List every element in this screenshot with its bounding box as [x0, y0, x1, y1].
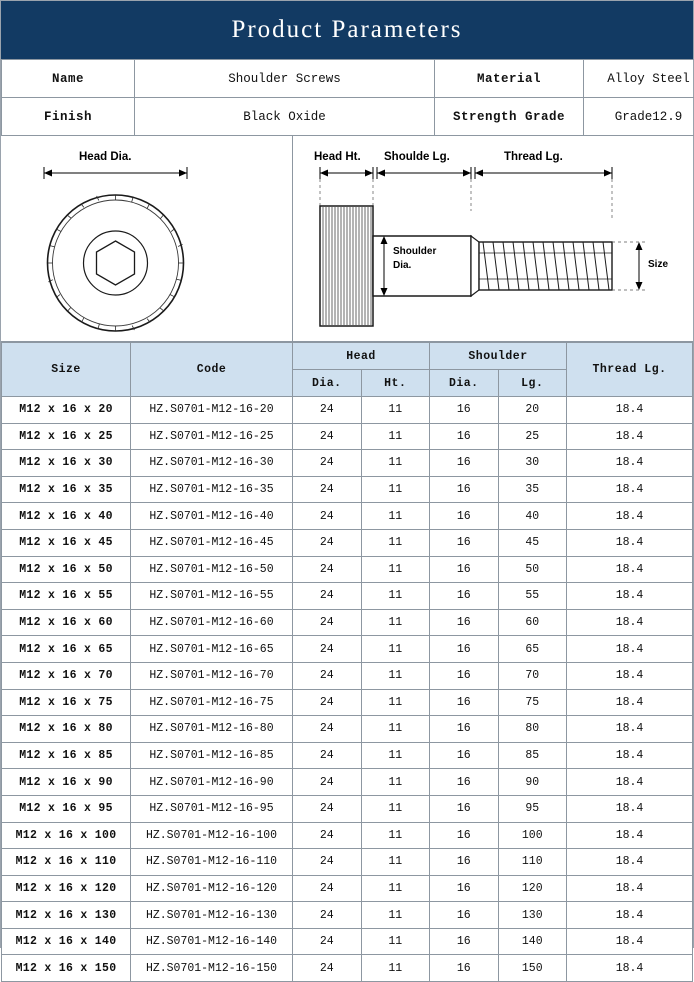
cell-head-dia: 24	[293, 742, 362, 769]
cell-size: M12 x 16 x 90	[2, 769, 131, 796]
cell-shoulder-lg: 25	[498, 423, 567, 450]
cell-code: HZ.S0701-M12-16-100	[131, 822, 293, 849]
cell-shoulder-lg: 20	[498, 397, 567, 424]
cell-code: HZ.S0701-M12-16-50	[131, 556, 293, 583]
cell-thread-lg: 18.4	[567, 609, 693, 636]
table-row	[2, 928, 693, 955]
cell-thread-lg: 18.4	[567, 955, 693, 982]
dimensions-table	[1, 342, 693, 982]
cell-shoulder-lg: 70	[498, 662, 567, 689]
cell-head-dia: 24	[293, 636, 362, 663]
spec-value-finish: Black Oxide	[135, 98, 435, 136]
cell-code: HZ.S0701-M12-16-75	[131, 689, 293, 716]
col-head-group: Head	[293, 343, 430, 370]
cell-code: HZ.S0701-M12-16-130	[131, 902, 293, 929]
cell-head-dia: 24	[293, 716, 362, 743]
cell-shoulder-lg: 60	[498, 609, 567, 636]
cell-head-dia: 24	[293, 902, 362, 929]
cell-thread-lg: 18.4	[567, 716, 693, 743]
spec-value-name: Shoulder Screws	[135, 60, 435, 98]
col-code: Code	[131, 343, 293, 397]
cell-thread-lg: 18.4	[567, 529, 693, 556]
cell-code: HZ.S0701-M12-16-65	[131, 636, 293, 663]
table-row	[2, 450, 693, 477]
cell-code: HZ.S0701-M12-16-40	[131, 503, 293, 530]
cell-head-ht: 11	[361, 583, 430, 610]
cell-shoulder-lg: 45	[498, 529, 567, 556]
cell-code: HZ.S0701-M12-16-110	[131, 849, 293, 876]
cell-head-dia: 24	[293, 503, 362, 530]
cell-thread-lg: 18.4	[567, 769, 693, 796]
cell-code: HZ.S0701-M12-16-60	[131, 609, 293, 636]
cell-thread-lg: 18.4	[567, 662, 693, 689]
cell-code: HZ.S0701-M12-16-90	[131, 769, 293, 796]
cell-head-ht: 11	[361, 849, 430, 876]
cell-size: M12 x 16 x 25	[2, 423, 131, 450]
diagram-area	[1, 136, 693, 342]
cell-shoulder-dia: 16	[430, 609, 499, 636]
cell-size: M12 x 16 x 120	[2, 875, 131, 902]
cell-code: HZ.S0701-M12-16-30	[131, 450, 293, 477]
cell-shoulder-dia: 16	[430, 849, 499, 876]
cell-head-dia: 24	[293, 662, 362, 689]
cell-thread-lg: 18.4	[567, 450, 693, 477]
cell-size: M12 x 16 x 150	[2, 955, 131, 982]
spec-value-strength-grade: Grade12.9	[584, 98, 694, 136]
cell-size: M12 x 16 x 45	[2, 529, 131, 556]
cell-thread-lg: 18.4	[567, 503, 693, 530]
cell-code: HZ.S0701-M12-16-70	[131, 662, 293, 689]
cell-thread-lg: 18.4	[567, 636, 693, 663]
cell-shoulder-dia: 16	[430, 529, 499, 556]
cell-size: M12 x 16 x 70	[2, 662, 131, 689]
cell-size: M12 x 16 x 140	[2, 928, 131, 955]
cell-code: HZ.S0701-M12-16-120	[131, 875, 293, 902]
cell-size: M12 x 16 x 110	[2, 849, 131, 876]
table-row	[2, 583, 693, 610]
cell-size: M12 x 16 x 95	[2, 795, 131, 822]
table-row	[2, 769, 693, 796]
cell-shoulder-dia: 16	[430, 742, 499, 769]
cell-thread-lg: 18.4	[567, 875, 693, 902]
cell-head-ht: 11	[361, 397, 430, 424]
cell-head-dia: 24	[293, 769, 362, 796]
cell-shoulder-lg: 90	[498, 769, 567, 796]
cell-head-ht: 11	[361, 529, 430, 556]
cell-head-dia: 24	[293, 689, 362, 716]
table-row	[2, 875, 693, 902]
col-shoulder-group: Shoulder	[430, 343, 567, 370]
cell-shoulder-dia: 16	[430, 503, 499, 530]
spec-label-finish: Finish	[2, 98, 135, 136]
cell-code: HZ.S0701-M12-16-25	[131, 423, 293, 450]
cell-size: M12 x 16 x 85	[2, 742, 131, 769]
cell-head-ht: 11	[361, 875, 430, 902]
table-row	[2, 849, 693, 876]
cell-size: M12 x 16 x 35	[2, 476, 131, 503]
cell-size: M12 x 16 x 20	[2, 397, 131, 424]
cell-shoulder-dia: 16	[430, 583, 499, 610]
table-row	[2, 556, 693, 583]
cell-head-ht: 11	[361, 556, 430, 583]
cell-shoulder-lg: 50	[498, 556, 567, 583]
label-head-ht: Head Ht.	[314, 151, 361, 163]
cell-head-dia: 24	[293, 875, 362, 902]
dimensions-table-body	[2, 397, 693, 982]
label-size: Size	[648, 259, 668, 270]
cell-shoulder-dia: 16	[430, 928, 499, 955]
shoulder-screw-drawing	[1, 136, 694, 341]
cell-shoulder-lg: 80	[498, 716, 567, 743]
cell-shoulder-lg: 120	[498, 875, 567, 902]
cell-head-ht: 11	[361, 795, 430, 822]
cell-shoulder-lg: 75	[498, 689, 567, 716]
cell-code: HZ.S0701-M12-16-85	[131, 742, 293, 769]
table-row	[2, 795, 693, 822]
cell-shoulder-lg: 140	[498, 928, 567, 955]
table-row	[2, 822, 693, 849]
col-shoulder-dia: Dia.	[430, 370, 499, 397]
cell-head-ht: 11	[361, 423, 430, 450]
cell-head-ht: 11	[361, 742, 430, 769]
cell-size: M12 x 16 x 40	[2, 503, 131, 530]
page-title-bar	[1, 1, 693, 59]
cell-head-ht: 11	[361, 609, 430, 636]
label-shoulder-dia-line1: Shoulder	[393, 246, 436, 257]
cell-code: HZ.S0701-M12-16-140	[131, 928, 293, 955]
cell-head-dia: 24	[293, 556, 362, 583]
cell-head-dia: 24	[293, 583, 362, 610]
cell-head-ht: 11	[361, 902, 430, 929]
cell-code: HZ.S0701-M12-16-80	[131, 716, 293, 743]
col-size: Size	[2, 343, 131, 397]
table-row	[2, 742, 693, 769]
col-thread-lg: Thread Lg.	[567, 343, 693, 397]
spec-value-material: Alloy Steel	[584, 60, 694, 98]
cell-shoulder-dia: 16	[430, 397, 499, 424]
cell-head-dia: 24	[293, 849, 362, 876]
cell-shoulder-dia: 16	[430, 875, 499, 902]
cell-shoulder-lg: 40	[498, 503, 567, 530]
cell-head-ht: 11	[361, 636, 430, 663]
cell-shoulder-dia: 16	[430, 795, 499, 822]
cell-head-ht: 11	[361, 822, 430, 849]
cell-head-ht: 11	[361, 928, 430, 955]
cell-shoulder-dia: 16	[430, 423, 499, 450]
cell-code: HZ.S0701-M12-16-95	[131, 795, 293, 822]
cell-shoulder-lg: 65	[498, 636, 567, 663]
cell-shoulder-dia: 16	[430, 689, 499, 716]
col-head-ht: Ht.	[361, 370, 430, 397]
table-row	[2, 716, 693, 743]
cell-head-ht: 11	[361, 769, 430, 796]
cell-code: HZ.S0701-M12-16-45	[131, 529, 293, 556]
cell-size: M12 x 16 x 130	[2, 902, 131, 929]
spec-label-strength-grade: Strength Grade	[435, 98, 584, 136]
cell-thread-lg: 18.4	[567, 476, 693, 503]
table-row	[2, 955, 693, 982]
cell-shoulder-dia: 16	[430, 556, 499, 583]
cell-head-dia: 24	[293, 397, 362, 424]
cell-head-ht: 11	[361, 476, 430, 503]
cell-size: M12 x 16 x 80	[2, 716, 131, 743]
cell-head-dia: 24	[293, 822, 362, 849]
cell-shoulder-lg: 110	[498, 849, 567, 876]
cell-thread-lg: 18.4	[567, 689, 693, 716]
cell-head-dia: 24	[293, 955, 362, 982]
cell-code: HZ.S0701-M12-16-150	[131, 955, 293, 982]
label-head-dia: Head Dia.	[79, 151, 131, 163]
cell-shoulder-lg: 55	[498, 583, 567, 610]
table-row	[2, 503, 693, 530]
cell-thread-lg: 18.4	[567, 902, 693, 929]
page-title: Product Parameters	[231, 16, 462, 44]
spec-table	[1, 59, 694, 136]
cell-size: M12 x 16 x 65	[2, 636, 131, 663]
cell-head-dia: 24	[293, 476, 362, 503]
spec-row	[2, 60, 694, 98]
spec-label-material: Material	[435, 60, 584, 98]
cell-thread-lg: 18.4	[567, 556, 693, 583]
cell-head-ht: 11	[361, 716, 430, 743]
cell-head-dia: 24	[293, 609, 362, 636]
label-thread-lg: Thread Lg.	[504, 151, 563, 163]
cell-head-dia: 24	[293, 795, 362, 822]
cell-shoulder-dia: 16	[430, 902, 499, 929]
cell-shoulder-dia: 16	[430, 662, 499, 689]
cell-code: HZ.S0701-M12-16-20	[131, 397, 293, 424]
cell-head-ht: 11	[361, 689, 430, 716]
table-header-row-1	[2, 343, 693, 370]
col-shoulder-lg: Lg.	[498, 370, 567, 397]
cell-head-dia: 24	[293, 928, 362, 955]
table-row	[2, 902, 693, 929]
cell-shoulder-dia: 16	[430, 769, 499, 796]
cell-shoulder-lg: 85	[498, 742, 567, 769]
cell-thread-lg: 18.4	[567, 849, 693, 876]
cell-thread-lg: 18.4	[567, 795, 693, 822]
table-row	[2, 423, 693, 450]
cell-shoulder-lg: 150	[498, 955, 567, 982]
label-shoulder-dia-line2: Dia.	[393, 260, 411, 271]
cell-head-ht: 11	[361, 503, 430, 530]
cell-code: HZ.S0701-M12-16-55	[131, 583, 293, 610]
cell-shoulder-lg: 100	[498, 822, 567, 849]
table-row	[2, 476, 693, 503]
spec-label-name: Name	[2, 60, 135, 98]
cell-head-dia: 24	[293, 529, 362, 556]
cell-shoulder-dia: 16	[430, 955, 499, 982]
spec-row	[2, 98, 694, 136]
cell-head-ht: 11	[361, 955, 430, 982]
cell-shoulder-lg: 35	[498, 476, 567, 503]
cell-thread-lg: 18.4	[567, 423, 693, 450]
cell-size: M12 x 16 x 60	[2, 609, 131, 636]
cell-shoulder-lg: 30	[498, 450, 567, 477]
cell-shoulder-lg: 130	[498, 902, 567, 929]
table-row	[2, 529, 693, 556]
cell-thread-lg: 18.4	[567, 583, 693, 610]
cell-shoulder-dia: 16	[430, 636, 499, 663]
cell-head-ht: 11	[361, 450, 430, 477]
cell-shoulder-lg: 95	[498, 795, 567, 822]
cell-size: M12 x 16 x 30	[2, 450, 131, 477]
cell-thread-lg: 18.4	[567, 742, 693, 769]
label-shoulder-lg: Shoulde Lg.	[384, 151, 450, 163]
cell-shoulder-dia: 16	[430, 716, 499, 743]
cell-shoulder-dia: 16	[430, 476, 499, 503]
table-row	[2, 662, 693, 689]
cell-head-dia: 24	[293, 450, 362, 477]
cell-shoulder-dia: 16	[430, 822, 499, 849]
cell-shoulder-dia: 16	[430, 450, 499, 477]
cell-size: M12 x 16 x 100	[2, 822, 131, 849]
table-row	[2, 636, 693, 663]
cell-size: M12 x 16 x 55	[2, 583, 131, 610]
cell-thread-lg: 18.4	[567, 822, 693, 849]
col-head-dia: Dia.	[293, 370, 362, 397]
cell-thread-lg: 18.4	[567, 397, 693, 424]
cell-head-ht: 11	[361, 662, 430, 689]
table-row	[2, 397, 693, 424]
table-row	[2, 609, 693, 636]
cell-thread-lg: 18.4	[567, 928, 693, 955]
cell-head-dia: 24	[293, 423, 362, 450]
table-row	[2, 689, 693, 716]
cell-code: HZ.S0701-M12-16-35	[131, 476, 293, 503]
cell-size: M12 x 16 x 50	[2, 556, 131, 583]
cell-size: M12 x 16 x 75	[2, 689, 131, 716]
